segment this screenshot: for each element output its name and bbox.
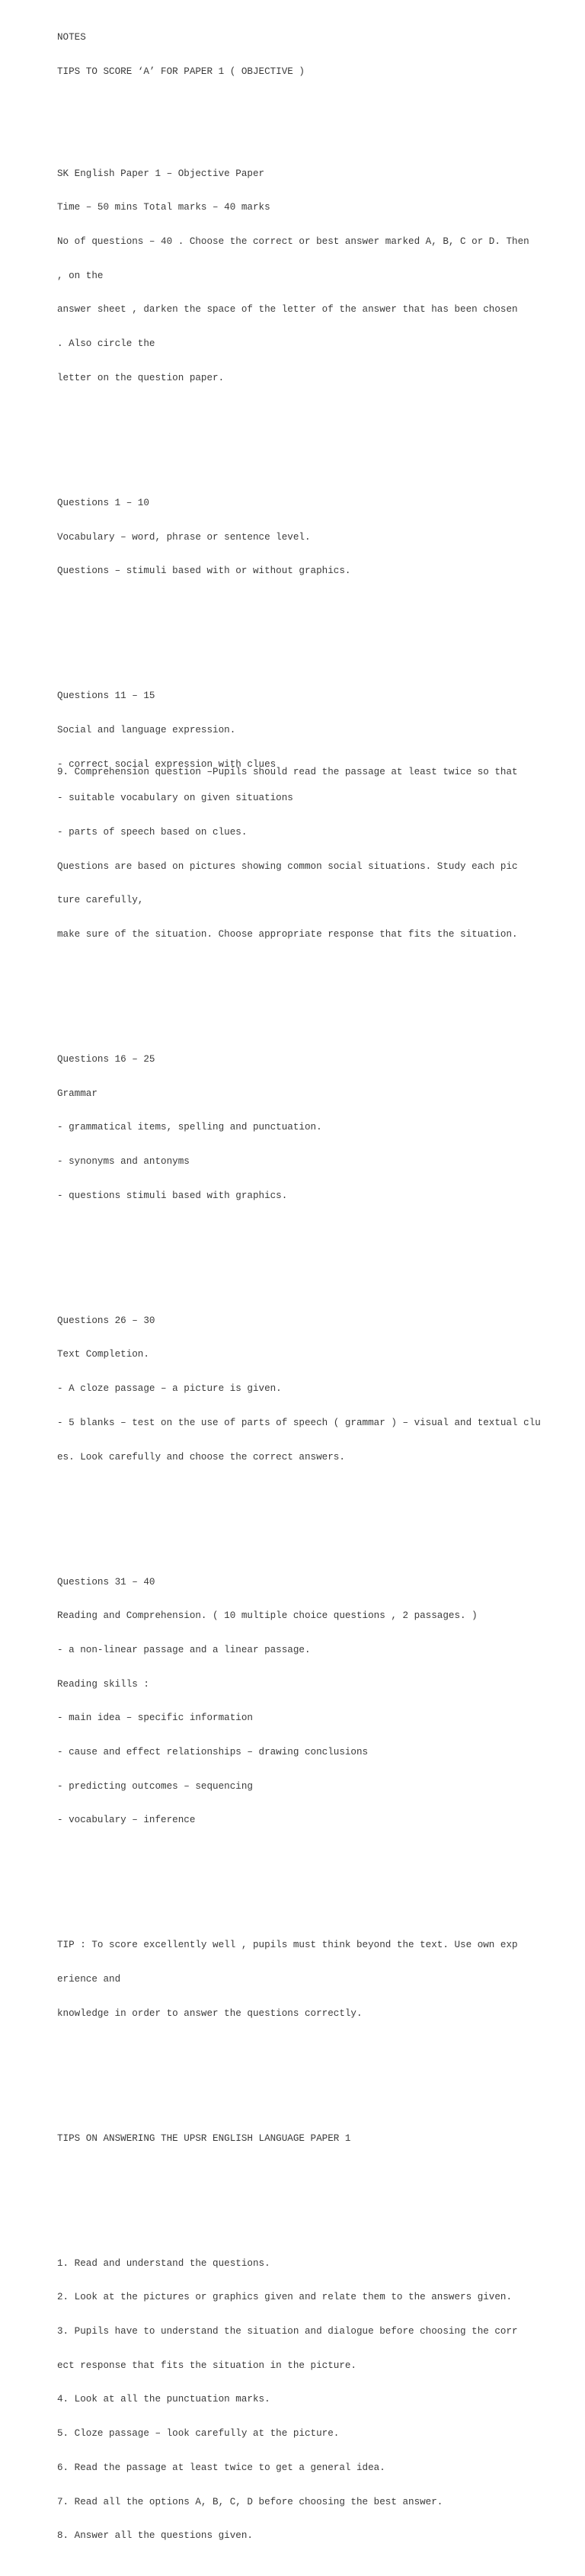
- intro-line: , on the: [57, 270, 104, 281]
- section-line: Grammar: [57, 1088, 98, 1099]
- section-line: - questions stimuli based with graphics.: [57, 1190, 288, 1201]
- section-line: Social and language expression.: [57, 724, 236, 735]
- spacer: [57, 2190, 575, 2201]
- list-item: 7. Read all the options A, B, C, D before choosing the best answer.: [57, 2496, 443, 2507]
- section-heading: Questions 1 – 10: [57, 497, 149, 508]
- section-line: es. Look carefully and choose the correct answers.: [57, 1451, 345, 1463]
- section-questions-11-15: [57, 668, 575, 963]
- intro-line: . Also circle the: [57, 338, 155, 350]
- spacer: [57, 100, 575, 111]
- list-item: 1. Read and understand the questions.: [57, 2257, 270, 2269]
- spacer: [57, 429, 575, 441]
- section-line: - correct social expression with clues: [57, 758, 277, 770]
- intro-line: Time – 50 mins Total marks – 40 marks: [57, 202, 270, 213]
- document-title: TIPS TO SCORE ‘A’ FOR PAPER 1 ( OBJECTIVE ): [57, 66, 305, 77]
- list-item: 2. Look at the pictures or graphics given and relate them to the answers given.: [57, 2292, 513, 2303]
- tip-line: erience and: [57, 1974, 121, 1985]
- section-questions-31-40: [57, 1554, 575, 1849]
- intro-line: letter on the question paper.: [57, 372, 225, 383]
- list-item: 8. Answer all the questions given.: [57, 2530, 253, 2542]
- section-line: Questions – stimuli based with or without graphics.: [57, 566, 351, 577]
- section-heading: Questions 31 – 40: [57, 1576, 155, 1588]
- tip-line: TIP : To score excellently well , pupils must think beyond the text. Use own exp: [57, 1940, 518, 1951]
- spacer: [57, 1872, 575, 1883]
- section-line: - suitable vocabulary on given situations: [57, 793, 293, 804]
- section-line: - parts of speech based on clues.: [57, 826, 248, 838]
- notes-label: NOTES: [57, 31, 86, 43]
- footer-line: 9. Comprehension question –Pupils should read the passage at least twice so that: [57, 767, 518, 777]
- section-line: - vocabulary – inference: [57, 1815, 196, 1826]
- section-line: Vocabulary – word, phrase or sentence level.: [57, 531, 311, 543]
- section-heading: Questions 16 – 25: [57, 1054, 155, 1065]
- section-line: Reading skills :: [57, 1678, 149, 1690]
- section-questions-16-25: [57, 1031, 575, 1224]
- section-line: - grammatical items, spelling and punctuation.: [57, 1122, 322, 1133]
- list-item: 3. Pupils have to understand the situation and dialogue before choosing the corr: [57, 2326, 518, 2337]
- section-heading: Questions 26 – 30: [57, 1315, 155, 1326]
- intro-block: [57, 146, 575, 407]
- spacer: [57, 2065, 575, 2076]
- section-heading: Questions 11 – 15: [57, 690, 155, 702]
- tip-block: [57, 1918, 575, 2043]
- section-line: - 5 blanks – test on the use of parts of speech ( grammar ) – visual and textual clu: [57, 1417, 541, 1428]
- section-line: Questions are based on pictures showing common social situations. Study each pic: [57, 860, 518, 872]
- tips-list: [57, 2235, 575, 2565]
- tips-heading: TIPS ON ANSWERING THE UPSR ENGLISH LANGUAGE PAPER 1: [57, 2132, 351, 2144]
- section-questions-1-10: [57, 475, 575, 600]
- spacer: [57, 623, 575, 634]
- section-line: - a non-linear passage and a linear passage.: [57, 1644, 311, 1655]
- list-item: 5. Cloze passage – look carefully at the picture.: [57, 2428, 340, 2440]
- spacer: [57, 986, 575, 998]
- intro-line: No of questions – 40 . Choose the correct or best answer marked A, B, C or D. Then: [57, 236, 529, 248]
- section-line: - synonyms and antonyms: [57, 1156, 190, 1168]
- list-item: ect response that fits the situation in the picture.: [57, 2360, 356, 2371]
- section-line: - predicting outcomes – sequencing: [57, 1780, 253, 1792]
- section-questions-26-30: [57, 1293, 575, 1485]
- section-line: make sure of the situation. Choose appropriate response that fits the situation.: [57, 929, 518, 940]
- intro-line: answer sheet , darken the space of the letter of the answer that has been chosen: [57, 304, 518, 316]
- spacer: [57, 1247, 575, 1258]
- list-item: 4. Look at all the punctuation marks.: [57, 2394, 270, 2405]
- section-line: - cause and effect relationships – drawing conclusions: [57, 1747, 369, 1758]
- section-line: - A cloze passage – a picture is given.: [57, 1383, 282, 1395]
- section-line: - main idea – specific information: [57, 1713, 253, 1724]
- section-line: Reading and Comprehension. ( 10 multiple choice questions , 2 passages. ): [57, 1610, 478, 1622]
- tips-heading-block: [57, 2110, 575, 2167]
- tip-line: knowledge in order to answer the questions correctly.: [57, 2007, 363, 2019]
- spacer: [57, 1508, 575, 1520]
- section-line: ture carefully,: [57, 895, 144, 906]
- section-line: Text Completion.: [57, 1349, 149, 1360]
- list-item: 6. Read the passage at least twice to get a general idea.: [57, 2462, 385, 2473]
- document-body: [57, 9, 575, 2576]
- intro-line: SK English Paper 1 – Objective Paper: [57, 168, 265, 179]
